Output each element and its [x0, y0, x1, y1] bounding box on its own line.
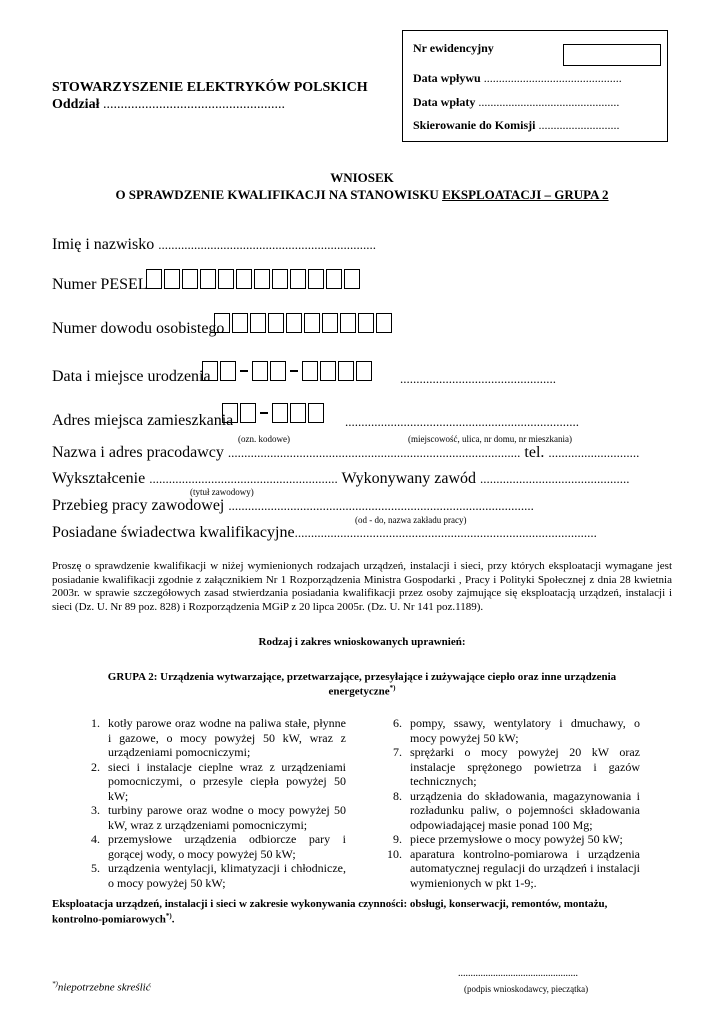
id-char[interactable]: [286, 313, 302, 333]
pesel-digit[interactable]: [326, 269, 342, 289]
pesel-digit[interactable]: [290, 269, 306, 289]
id-char[interactable]: [214, 313, 230, 333]
payment-date-label: Data wpłaty: [413, 95, 476, 109]
commission-line: [413, 118, 619, 133]
address-label: Adres miejsca zamieszkania: [52, 412, 234, 429]
certificates-row: [52, 524, 597, 542]
birth-place-field[interactable]: ................................................: [400, 371, 556, 386]
commission-label: Skierowanie do Komisji: [413, 118, 536, 132]
pesel-digit[interactable]: [200, 269, 216, 289]
list-item[interactable]: [376, 789, 640, 833]
birth-year-digit[interactable]: [338, 361, 354, 381]
birth-month-digit[interactable]: [252, 361, 268, 381]
id-char[interactable]: [358, 313, 374, 333]
payment-date-field[interactable]: ...............................................: [478, 95, 620, 109]
receipt-date-field[interactable]: ..............................................: [483, 71, 622, 85]
postal-digit[interactable]: [240, 403, 256, 423]
footnote-mark: *): [165, 912, 172, 920]
receipt-date-label: Data wpływu: [413, 71, 481, 85]
id-char[interactable]: [322, 313, 338, 333]
career-hint: (od - do, nazwa zakładu pracy): [355, 515, 467, 525]
item-text: kotły parowe oraz wodne na paliwa stałe, płynne i gazowe, o mocy powyżej 50 kW, wraz z urządzeniami pomocniczymi;: [108, 716, 346, 759]
name-label: Imię i nazwisko: [52, 236, 155, 253]
id-char[interactable]: [250, 313, 266, 333]
list-item[interactable]: [74, 716, 346, 760]
id-char[interactable]: [376, 313, 392, 333]
postal-digit[interactable]: [222, 403, 238, 423]
date-separator: [238, 361, 250, 381]
commission-field[interactable]: ...........................: [538, 118, 620, 132]
group-heading-cont: [0, 684, 724, 698]
item-number: 1.: [91, 716, 100, 730]
birth-year-digit[interactable]: [356, 361, 372, 381]
receipt-date-line: [413, 71, 622, 86]
pesel-boxes[interactable]: [146, 269, 362, 289]
item-number: 8.: [393, 788, 402, 803]
certificates-field[interactable]: .............................................................................................: [294, 525, 597, 540]
item-text: pompy, ssawy, wentylatory i dmuchawy, o mocy powyżej 50 kW;: [410, 716, 640, 745]
pesel-digit[interactable]: [164, 269, 180, 289]
id-card-boxes[interactable]: [214, 313, 394, 333]
career-row: [52, 497, 534, 515]
education-row: [52, 470, 630, 488]
item-text: aparatura kontrolno-pomiarowa i urządzenia automatycznej regulacji do urządzeń i instalacji wymienionych w pkt 1-9;.: [410, 846, 640, 890]
item-number: 10.: [387, 846, 402, 861]
pesel-label: Numer PESEL: [52, 276, 148, 293]
career-label: Przebieg pracy zawodowej: [52, 497, 225, 514]
certificates-label: Posiadane świadectwa kwalifikacyjne: [52, 524, 295, 541]
birth-year-digit[interactable]: [302, 361, 318, 381]
address-hint: (miejscowość, ulica, nr domu, nr mieszkania): [408, 434, 572, 444]
operation-scope-word: kontrolno-pomiarowych: [52, 913, 166, 926]
list-item[interactable]: [74, 861, 346, 890]
signature-field[interactable]: ................................................: [458, 968, 578, 979]
item-number: 7.: [393, 745, 402, 759]
list-item[interactable]: [376, 847, 640, 891]
item-text: urządzenia wentylacji, klimatyzacji i chłodnicze, o mocy powyżej 50 kW;: [108, 861, 346, 890]
item-text: turbiny parowe oraz wodne o mocy powyżej 50 kW, wraz z urządzeniami pomocniczymi;: [108, 803, 346, 832]
employer-row: [52, 444, 639, 462]
postal-digit[interactable]: [290, 403, 306, 423]
group-heading-word: energetyczne: [328, 685, 390, 698]
registration-box: [402, 30, 668, 142]
document-title: WNIOSEK: [330, 170, 394, 185]
request-paragraph: Proszę o sprawdzenie kwalifikacji w niżej wymienionych rodzajach urządzeń, instalacji i sieci, przy których eksploatacji wymagane jest posiadanie kwalifikacji zgodnie z załącznikiem Nr 1 Rozporządzenia Ministra Gospodarki , Pracy i Polityki Społecznej z dnia 28 kwietnia 2003r. w sprawie szczegółowych zasad stwierdzania posiadania kwalifikacji przez osoby zajmujące się eksploatacją urządzeń, instalacji i sieci (Dz. U. Nr 89 poz. 828) i Rozporządzenia MGiP z 20 lipca 2005r. (Dz. U. Nr 141 poz.1189).: [52, 560, 672, 613]
operation-scope-cont: [52, 912, 174, 926]
education-field[interactable]: ..........................................................: [149, 471, 338, 486]
signature-label: (podpis wnioskodawcy, pieczątka): [464, 984, 589, 994]
birth-month-digit[interactable]: [270, 361, 286, 381]
item-text: piece przemysłowe o mocy powyżej 50 kW;: [410, 832, 623, 846]
pesel-digit[interactable]: [146, 269, 162, 289]
list-item[interactable]: [376, 745, 640, 789]
operation-scope: Eksploatacja urządzeń, instalacji i sieci w zakresie wykonywania czynności: obsługi, konserwacji, remontów, montażu,: [52, 898, 608, 910]
tel-field[interactable]: ............................: [548, 445, 640, 460]
postal-digit[interactable]: [308, 403, 324, 423]
item-text: przemysłowe urządzenia odbiorcze pary i gorącej wody, o mocy powyżej 50 kW;: [108, 832, 346, 861]
item-number: 9.: [393, 832, 402, 846]
item-text: urządzenia do składowania, magazynowania i rozładunku paliw, o pojemności składowania odpowiadającej masie ponad 100 Mg;: [410, 788, 640, 832]
item-number: 5.: [91, 861, 100, 875]
career-field[interactable]: ..............................................................................................: [228, 498, 534, 513]
profession-field[interactable]: ..............................................: [480, 471, 630, 486]
birth-day-digit[interactable]: [202, 361, 218, 381]
payment-date-line: [413, 95, 619, 110]
item-text: sprężarki o mocy powyżej 20 kW oraz instalacje sprężonego powietrza i gazów technicznych;: [410, 745, 640, 788]
pesel-digit[interactable]: [254, 269, 270, 289]
postal-digit[interactable]: [272, 403, 288, 423]
item-text: sieci i instalacje cieplne wraz z urządzeniami pomocniczymi, o przesyle ciepła powyżej 50 kW;: [108, 759, 346, 803]
id-char[interactable]: [268, 313, 284, 333]
employer-label: Nazwa i adres pracodawcy: [52, 444, 224, 461]
registration-number-field[interactable]: [563, 44, 661, 66]
address-field[interactable]: ........................................................................: [345, 414, 579, 429]
subtitle-underlined: EKSPLOATACJI – GRUPA 2: [442, 187, 609, 202]
employer-field[interactable]: ..........................................................................................: [227, 445, 521, 460]
list-item[interactable]: [376, 716, 640, 745]
list-item[interactable]: [74, 832, 346, 861]
items-left-list: [74, 716, 346, 890]
document-subtitle: [0, 187, 724, 203]
id-card-label: Numer dowodu osobistego: [52, 320, 225, 337]
pesel-digit[interactable]: [218, 269, 234, 289]
name-field[interactable]: ...................................................................: [158, 237, 376, 252]
birth-date-boxes[interactable]: [202, 361, 374, 381]
registration-number-label: Nr ewidencyjny: [413, 41, 494, 55]
pesel-digit[interactable]: [344, 269, 360, 289]
footnote-mark: *): [52, 980, 58, 988]
profession-label: Wykonywany zawód: [341, 470, 476, 487]
item-number: 6.: [393, 716, 402, 730]
operation-scope-end: .: [171, 913, 175, 926]
branch-label: Oddział: [52, 97, 100, 112]
birth-day-digit[interactable]: [220, 361, 236, 381]
id-char[interactable]: [340, 313, 356, 333]
footnote: [52, 980, 151, 994]
id-char[interactable]: [232, 313, 248, 333]
list-item[interactable]: [74, 760, 346, 804]
birth-year-digit[interactable]: [320, 361, 336, 381]
footnote-mark: *): [389, 684, 396, 692]
pesel-digit[interactable]: [308, 269, 324, 289]
pesel-digit[interactable]: [272, 269, 288, 289]
id-char[interactable]: [304, 313, 320, 333]
name-row: [52, 236, 376, 254]
professional-title-hint: (tytuł zawodowy): [190, 487, 254, 497]
scope-heading: Rodzaj i zakres wnioskowanych uprawnień:: [258, 636, 466, 648]
list-item[interactable]: [74, 803, 346, 832]
pesel-digit[interactable]: [236, 269, 252, 289]
postal-code-boxes[interactable]: [222, 403, 326, 423]
list-item[interactable]: [376, 832, 640, 847]
item-number: 3.: [91, 803, 100, 817]
item-number: 4.: [91, 832, 100, 846]
tel-label: tel.: [524, 444, 545, 461]
postal-hint: (ozn. kodowe): [238, 434, 290, 444]
date-separator: [288, 361, 300, 381]
item-number: 2.: [91, 759, 100, 774]
postal-separator: [258, 403, 270, 423]
subtitle-prefix: O SPRAWDZENIE KWALIFIKACJI NA STANOWISKU: [115, 187, 443, 202]
birth-label: Data i miejsce urodzenia: [52, 368, 211, 385]
group-heading: GRUPA 2: Urządzenia wytwarzające, przetwarzające, przesyłające i zużywające ciepło oraz inne urządzenia: [107, 671, 617, 683]
branch-field[interactable]: ....................................................: [102, 97, 285, 112]
footnote-text: niepotrzebne skreślić: [57, 981, 151, 994]
pesel-digit[interactable]: [182, 269, 198, 289]
branch-line: [52, 97, 285, 113]
org-name: STOWARZYSZENIE ELEKTRYKÓW POLSKICH: [52, 80, 368, 95]
items-right-list: [376, 716, 640, 890]
education-label: Wykształcenie: [52, 470, 146, 487]
